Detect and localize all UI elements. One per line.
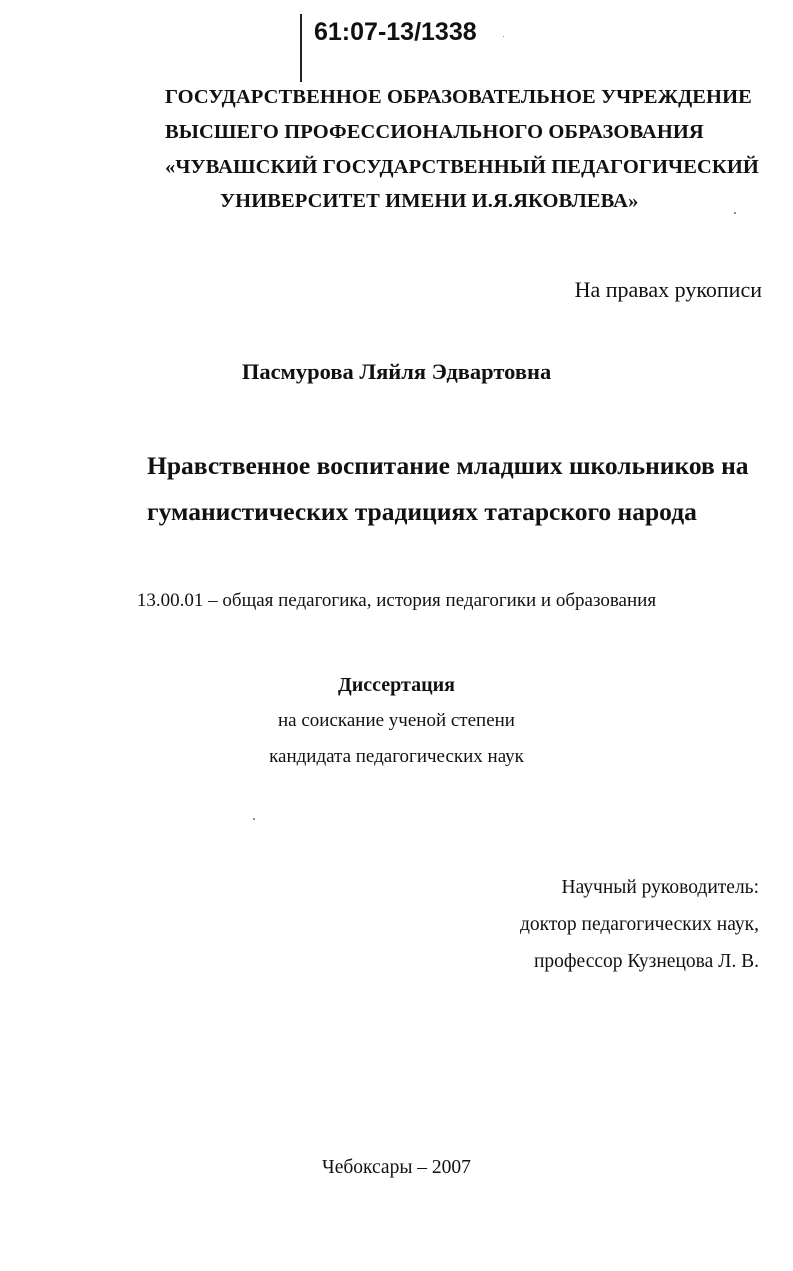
supervisor-name: профессор Кузнецова Л. В. — [533, 951, 759, 972]
scan-speck — [734, 212, 736, 214]
stamp-divider-line — [300, 14, 302, 82]
dissertation-label: Диссертация — [338, 674, 455, 696]
degree-line-2: кандидата педагогических наук — [269, 746, 524, 767]
scan-speck — [503, 36, 504, 37]
city-year: Чебоксары – 2007 — [322, 1157, 471, 1178]
degree-line-1: на соискание ученой степени — [278, 710, 515, 731]
institution-line-2: ВЫСШЕГО ПРОФЕССИОНАЛЬНОГО ОБРАЗОВАНИЯ — [165, 121, 704, 143]
scan-speck — [253, 818, 255, 820]
thesis-title-line-2: гуманистических традициях татарского народа — [147, 497, 697, 526]
supervisor-label: Научный руководитель: — [561, 877, 759, 898]
thesis-title-line-1: Нравственное воспитание младших школьников на — [147, 451, 749, 480]
specialty-code: 13.00.01 – общая педагогика, история педагогики и образования — [136, 590, 657, 611]
manuscript-rights-note: На правах рукописи — [574, 277, 762, 302]
institution-line-1: ГОСУДАРСТВЕННОЕ ОБРАЗОВАТЕЛЬНОЕ УЧРЕЖДЕНИЕ — [165, 86, 752, 108]
supervisor-degree: доктор педагогических наук, — [520, 914, 759, 935]
author-name: Пасмурова Ляйля Эдвартовна — [241, 359, 552, 384]
institution-line-3: «ЧУВАШСКИЙ ГОСУДАРСТВЕННЫЙ ПЕДАГОГИЧЕСКИЙ — [165, 156, 759, 178]
institution-line-4: УНИВЕРСИТЕТ ИМЕНИ И.Я.ЯКОВЛЕВА» — [220, 190, 639, 212]
library-stamp-number: 61:07-13/1338 — [314, 18, 477, 46]
